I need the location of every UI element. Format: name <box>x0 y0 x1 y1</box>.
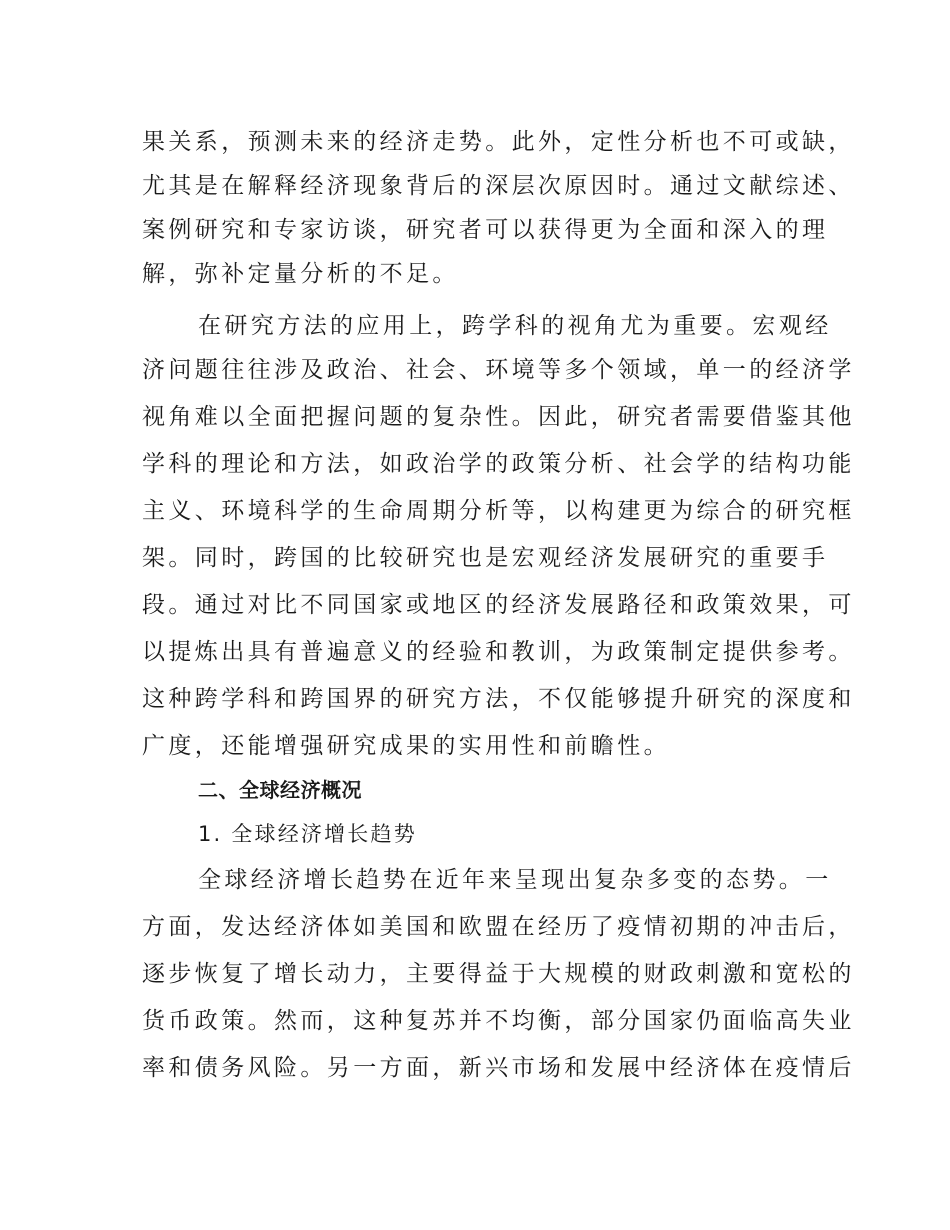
paragraph-2-line-3: 视角难以全面把握问题的复杂性。因此，研究者需要借鉴其他 <box>142 404 855 430</box>
section-heading: 二、全球经济概况 <box>198 778 362 802</box>
paragraph-1-line-4: 解，弥补定量分析的不足。 <box>142 261 459 287</box>
paragraph-1-line-1: 果关系，预测未来的经济走势。此外，定性分析也不可或缺， <box>142 129 855 155</box>
paragraph-3-line-2: 方面，发达经济体如美国和欧盟在经历了疫情初期的冲击后， <box>142 914 855 940</box>
paragraph-3-line-5: 率和债务风险。另一方面，新兴市场和发展中经济体在疫情后 <box>142 1055 855 1081</box>
paragraph-2-line-9: 这种跨学科和跨国界的研究方法，不仅能够提升研究的深度和 <box>142 686 855 712</box>
paragraph-2-line-2: 济问题往往涉及政治、社会、环境等多个领域，单一的经济学 <box>142 357 855 383</box>
paragraph-1-line-3: 案例研究和专家访谈，研究者可以获得更为全面和深入的理 <box>142 217 829 243</box>
paragraph-2-line-6: 架。同时，跨国的比较研究也是宏观经济发展研究的重要手 <box>142 545 829 571</box>
paragraph-2-line-1: 在研究方法的应用上，跨学科的视角尤为重要。宏观经 <box>198 313 832 339</box>
paragraph-2-line-7: 段。通过对比不同国家或地区的经济发展路径和政策效果，可 <box>142 592 855 618</box>
paragraph-3-line-4: 货币政策。然而，这种复苏并不均衡，部分国家仍面临高失业 <box>142 1008 855 1034</box>
paragraph-3-line-1: 全球经济增长趋势在近年来呈现出复杂多变的态势。一 <box>198 867 832 893</box>
paragraph-1-line-2: 尤其是在解释经济现象背后的深层次原因时。通过文献综述、 <box>142 173 855 199</box>
paragraph-2-line-8: 以提炼出具有普遍意义的经验和教训，为政策制定提供参考。 <box>142 639 855 665</box>
paragraph-3-line-3: 逐步恢复了增长动力，主要得益于大规模的财政刺激和宽松的 <box>142 961 855 987</box>
paragraph-2-line-4: 学科的理论和方法，如政治学的政策分析、社会学的结构功能 <box>142 451 855 477</box>
paragraph-2-line-5: 主义、环境科学的生命周期分析等，以构建更为综合的研究框 <box>142 498 855 524</box>
paragraph-2-line-10: 广度，还能增强研究成果的实用性和前瞻性。 <box>142 733 670 759</box>
subsection-heading: 1. 全球经济增长趋势 <box>198 822 417 846</box>
